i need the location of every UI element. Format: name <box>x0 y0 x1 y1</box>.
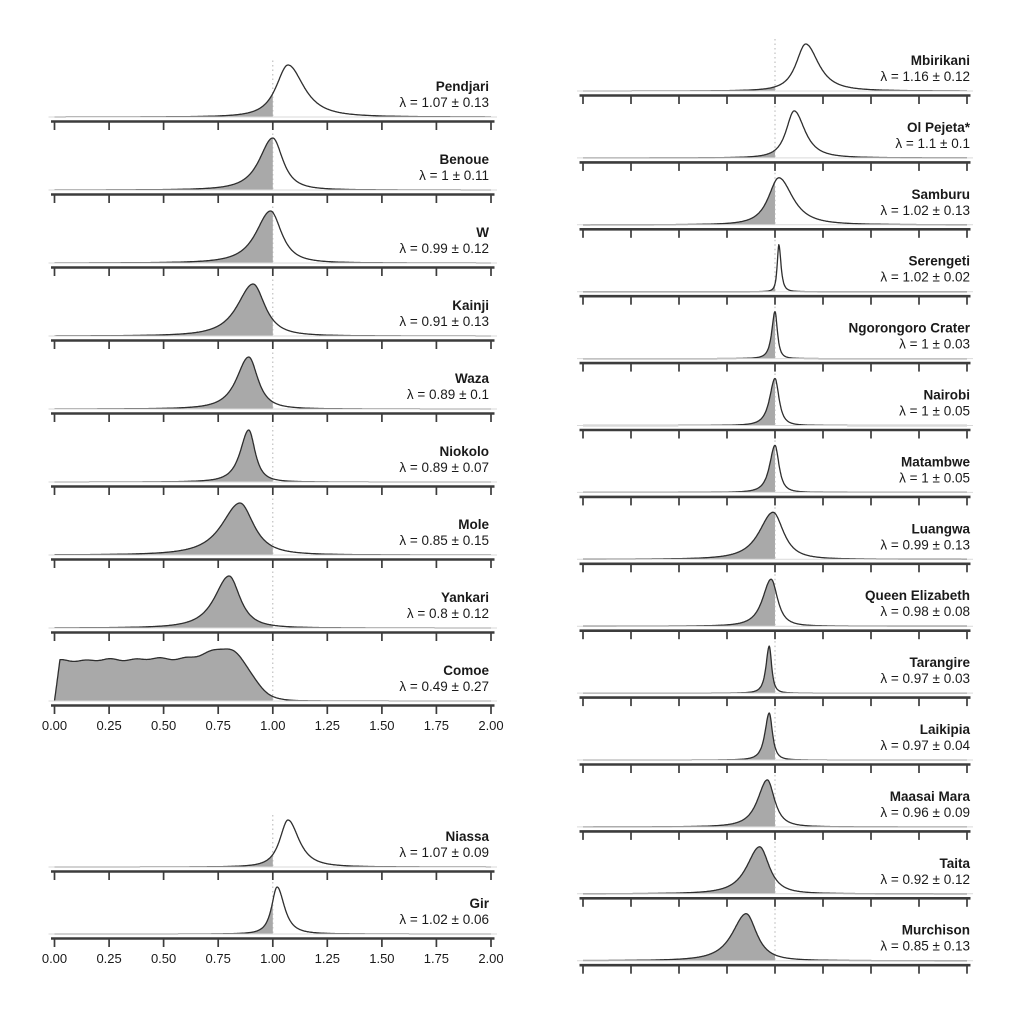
park-name-label: Murchison <box>901 922 970 938</box>
park-lambda-label: λ = 0.89 ± 0.07 <box>399 460 489 475</box>
density-panel-nairobi <box>577 374 973 439</box>
density-panel-mbirikani <box>577 39 973 104</box>
x-tick-label: 0.75 <box>205 718 231 733</box>
park-name-label: Waza <box>454 371 489 386</box>
density-panel-w <box>49 206 498 276</box>
density-panel-maasai-mara <box>577 775 973 840</box>
park-name-label: Niokolo <box>439 444 489 459</box>
park-name-label: W <box>476 225 489 240</box>
park-lambda-label: λ = 0.96 ± 0.09 <box>880 804 970 820</box>
park-name-label: Kainji <box>452 298 489 313</box>
shaded-area-below-one <box>583 646 775 693</box>
density-panel-matambwe <box>577 440 973 505</box>
density-panel-samburu <box>577 173 973 238</box>
shaded-area-below-one <box>583 847 775 894</box>
density-panel-pendjari <box>49 60 498 130</box>
density-panel-tarangire <box>577 641 973 706</box>
park-lambda-label: λ = 0.85 ± 0.13 <box>880 938 970 954</box>
park-name-label: Ngorongoro Crater <box>848 320 970 336</box>
park-name-label: Pendjari <box>435 79 489 94</box>
shaded-area-below-one <box>55 94 273 117</box>
park-name-label: Taita <box>939 855 970 871</box>
density-panel-gir <box>49 882 498 947</box>
shaded-area-below-one <box>55 211 273 263</box>
shaded-area-below-one <box>583 182 775 225</box>
x-tick-label: 0.00 <box>41 951 68 966</box>
park-lambda-label: λ = 0.8 ± 0.12 <box>406 606 489 621</box>
panel-group-right <box>577 39 973 974</box>
park-lambda-label: λ = 0.89 ± 0.1 <box>406 387 489 402</box>
park-name-label: Benoue <box>439 152 489 167</box>
shaded-area-below-one <box>55 503 273 555</box>
density-panel-kainji <box>49 279 498 349</box>
park-name-label: Queen Elizabeth <box>864 588 970 604</box>
park-lambda-label: λ = 1 ± 0.11 <box>419 168 489 183</box>
park-lambda-label: λ = 0.92 ± 0.12 <box>880 871 970 887</box>
park-lambda-label: λ = 0.97 ± 0.03 <box>880 671 970 687</box>
panel-group-left-bottom <box>42 815 504 966</box>
park-lambda-label: λ = 1 ± 0.05 <box>899 470 970 486</box>
park-name-label: Comoe <box>443 663 489 678</box>
x-tick-label: 1.50 <box>369 718 395 733</box>
panel-group-left-top <box>42 60 504 733</box>
shaded-area-below-one <box>583 512 775 559</box>
density-panel-niokolo <box>49 425 498 495</box>
density-panel-waza <box>49 352 498 422</box>
density-panel-luangwa <box>577 507 973 572</box>
x-tick-label: 0.75 <box>205 951 231 966</box>
park-name-label: Maasai Mara <box>889 788 970 804</box>
density-panel-mole <box>49 498 498 568</box>
density-panel-serengeti <box>577 240 973 305</box>
x-tick-label: 0.00 <box>41 718 68 733</box>
park-lambda-label: λ = 1.16 ± 0.12 <box>880 69 970 84</box>
park-name-label: Matambwe <box>900 454 970 470</box>
park-name-label: Laikipia <box>919 722 970 737</box>
density-panel-niassa <box>49 815 498 880</box>
park-lambda-label: λ = 1.07 ± 0.13 <box>399 95 489 110</box>
park-lambda-label: λ = 0.98 ± 0.08 <box>880 604 970 620</box>
shaded-area-below-one <box>55 284 273 336</box>
density-panel-queen-elizabeth <box>577 574 973 639</box>
park-name-label: Tarangire <box>909 655 970 671</box>
shaded-area-below-one <box>583 713 775 760</box>
shaded-area-below-one <box>583 312 775 359</box>
x-tick-label: 0.50 <box>150 951 177 966</box>
park-name-label: Mbirikani <box>910 53 970 68</box>
park-lambda-label: λ = 0.91 ± 0.13 <box>399 314 489 329</box>
shaded-area-below-one <box>55 430 273 482</box>
x-tick-label: 0.25 <box>96 951 122 966</box>
density-panel-ngorongoro-crater <box>577 307 973 372</box>
x-tick-label: 2.00 <box>478 718 504 733</box>
park-name-label: Yankari <box>440 590 489 605</box>
density-panel-taita <box>577 842 973 907</box>
x-tick-label: 0.25 <box>96 718 122 733</box>
shaded-area-below-one <box>55 901 273 934</box>
park-lambda-label: λ = 1 ± 0.03 <box>899 336 970 352</box>
park-lambda-label: λ = 1.02 ± 0.06 <box>399 912 489 927</box>
park-lambda-label: λ = 1.02 ± 0.02 <box>880 269 970 285</box>
park-name-label: Serengeti <box>908 253 970 269</box>
park-name-label: Samburu <box>911 186 970 202</box>
x-tick-label: 1.50 <box>369 951 395 966</box>
shaded-area-below-one <box>583 914 775 961</box>
park-lambda-label: λ = 1.07 ± 0.09 <box>399 845 489 860</box>
x-tick-label: 1.25 <box>314 718 340 733</box>
x-tick-label: 0.50 <box>150 718 177 733</box>
shaded-area-below-one <box>583 445 775 492</box>
density-panel-comoe <box>49 644 498 714</box>
park-lambda-label: λ = 0.49 ± 0.27 <box>399 679 489 694</box>
shaded-area-below-one <box>583 284 775 292</box>
density-panel-yankari <box>49 571 498 641</box>
shaded-area-below-one <box>583 780 775 827</box>
x-tick-label: 1.00 <box>260 951 286 966</box>
density-panel-ol-pejeta <box>577 106 973 171</box>
density-panel-murchison <box>577 909 973 974</box>
park-name-label: Niassa <box>445 829 489 844</box>
shaded-area-below-one <box>583 579 775 626</box>
park-lambda-label: λ = 0.97 ± 0.04 <box>880 738 970 753</box>
park-lambda-label: λ = 0.99 ± 0.13 <box>880 537 970 553</box>
park-name-label: Luangwa <box>911 521 970 537</box>
park-name-label: Ol Pejeta* <box>906 119 970 135</box>
shaded-area-below-one <box>55 576 273 628</box>
shaded-area-below-one <box>583 379 775 426</box>
x-tick-label: 2.00 <box>478 951 504 966</box>
park-name-label: Mole <box>458 517 489 532</box>
park-lambda-label: λ = 0.85 ± 0.15 <box>399 533 489 548</box>
park-lambda-label: λ = 1.02 ± 0.13 <box>880 202 970 218</box>
shaded-area-below-one <box>55 357 273 409</box>
park-lambda-label: λ = 1 ± 0.05 <box>899 403 970 419</box>
park-lambda-label: λ = 1.1 ± 0.1 <box>895 135 970 151</box>
x-tick-label: 1.00 <box>260 718 286 733</box>
x-tick-label: 1.75 <box>423 951 450 966</box>
density-panel-laikipia <box>577 708 973 773</box>
park-lambda-label: λ = 0.99 ± 0.12 <box>399 241 489 256</box>
x-tick-label: 1.25 <box>314 951 340 966</box>
x-tick-label: 1.75 <box>423 718 450 733</box>
park-name-label: Gir <box>469 896 489 911</box>
density-panel-benoue <box>49 133 498 203</box>
shaded-area-below-one <box>55 855 273 867</box>
park-name-label: Nairobi <box>923 387 970 403</box>
